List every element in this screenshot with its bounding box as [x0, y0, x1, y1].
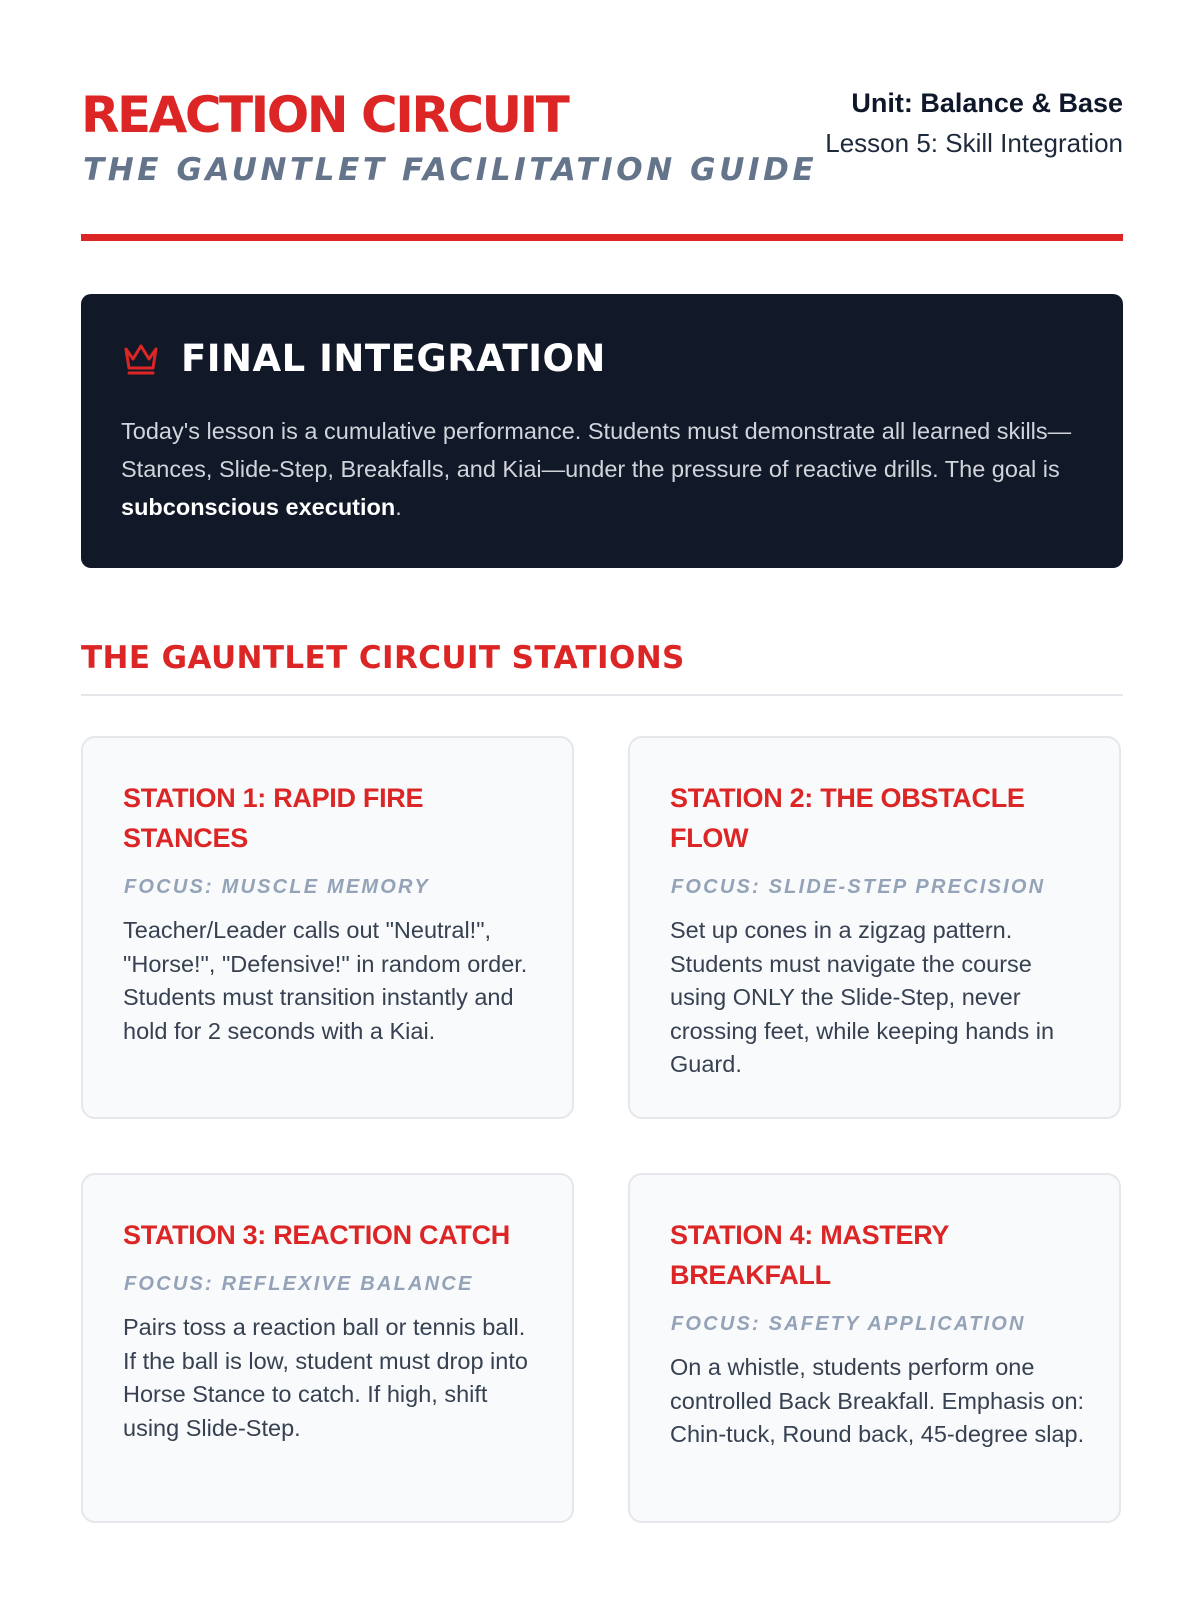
station-card-4 — [628, 1173, 1121, 1523]
intro-text-end: . — [395, 494, 402, 520]
header-divider — [81, 234, 1123, 241]
station-focus: FOCUS: SLIDE-STEP PRECISION — [671, 876, 1046, 898]
unit-info — [825, 86, 1123, 160]
lesson-label: Lesson 5: Skill Integration — [825, 128, 1123, 158]
page-header — [81, 84, 1123, 244]
station-title: STATION 3: REACTION CATCH — [123, 1220, 510, 1250]
station-focus: FOCUS: MUSCLE MEMORY — [124, 876, 430, 898]
section-divider — [81, 694, 1123, 696]
station-card-3 — [81, 1173, 574, 1523]
intro-text — [121, 412, 1081, 526]
intro-title: FINAL INTEGRATION — [181, 336, 606, 380]
station-description: On a whistle, students perform one controlled Back Breakfall. Emphasis on: Chin-tuck, Round back, 45-degree slap. — [670, 1354, 1085, 1447]
station-focus: FOCUS: SAFETY APPLICATION — [671, 1313, 1026, 1335]
station-title: STATION 2: THE OBSTACLE FLOW — [670, 783, 1025, 853]
page-subtitle: THE GAUNTLET FACILITATION GUIDE — [83, 152, 818, 188]
page-title: REACTION CIRCUIT — [81, 86, 568, 144]
section-title: THE GAUNTLET CIRCUIT STATIONS — [81, 640, 685, 676]
intro-heading — [121, 334, 606, 382]
crown-icon — [121, 338, 161, 378]
intro-text-lead: Today's lesson is a cumulative performance. Students must demonstrate all learned skills—Stances, Slide-Step, Breakfalls, and Kiai—under the pressure of reactive drills. The goal is — [121, 418, 1072, 482]
station-title: STATION 4: MASTERY BREAKFALL — [670, 1220, 949, 1290]
station-title: STATION 1: RAPID FIRE STANCES — [123, 783, 424, 853]
station-card-1 — [81, 736, 574, 1119]
intro-panel — [81, 294, 1123, 568]
unit-label: Unit: Balance & Base — [851, 88, 1123, 118]
station-card-2 — [628, 736, 1121, 1119]
station-description: Teacher/Leader calls out "Neutral!", "Horse!", "Defensive!" in random order. Students must transition instantly and hold for 2 seconds with a Kiai. — [123, 917, 528, 1044]
intro-text-emphasis: subconscious execution — [121, 494, 396, 520]
station-focus: FOCUS: REFLEXIVE BALANCE — [124, 1273, 474, 1295]
station-description: Set up cones in a zigzag pattern. Students must navigate the course using ONLY the Slide-Step, never crossing feet, while keeping hands in Guard. — [670, 917, 1055, 1077]
station-description: Pairs toss a reaction ball or tennis ball. If the ball is low, student must drop into Horse Stance to catch. If high, shift using Slide-Step. — [123, 1314, 528, 1441]
